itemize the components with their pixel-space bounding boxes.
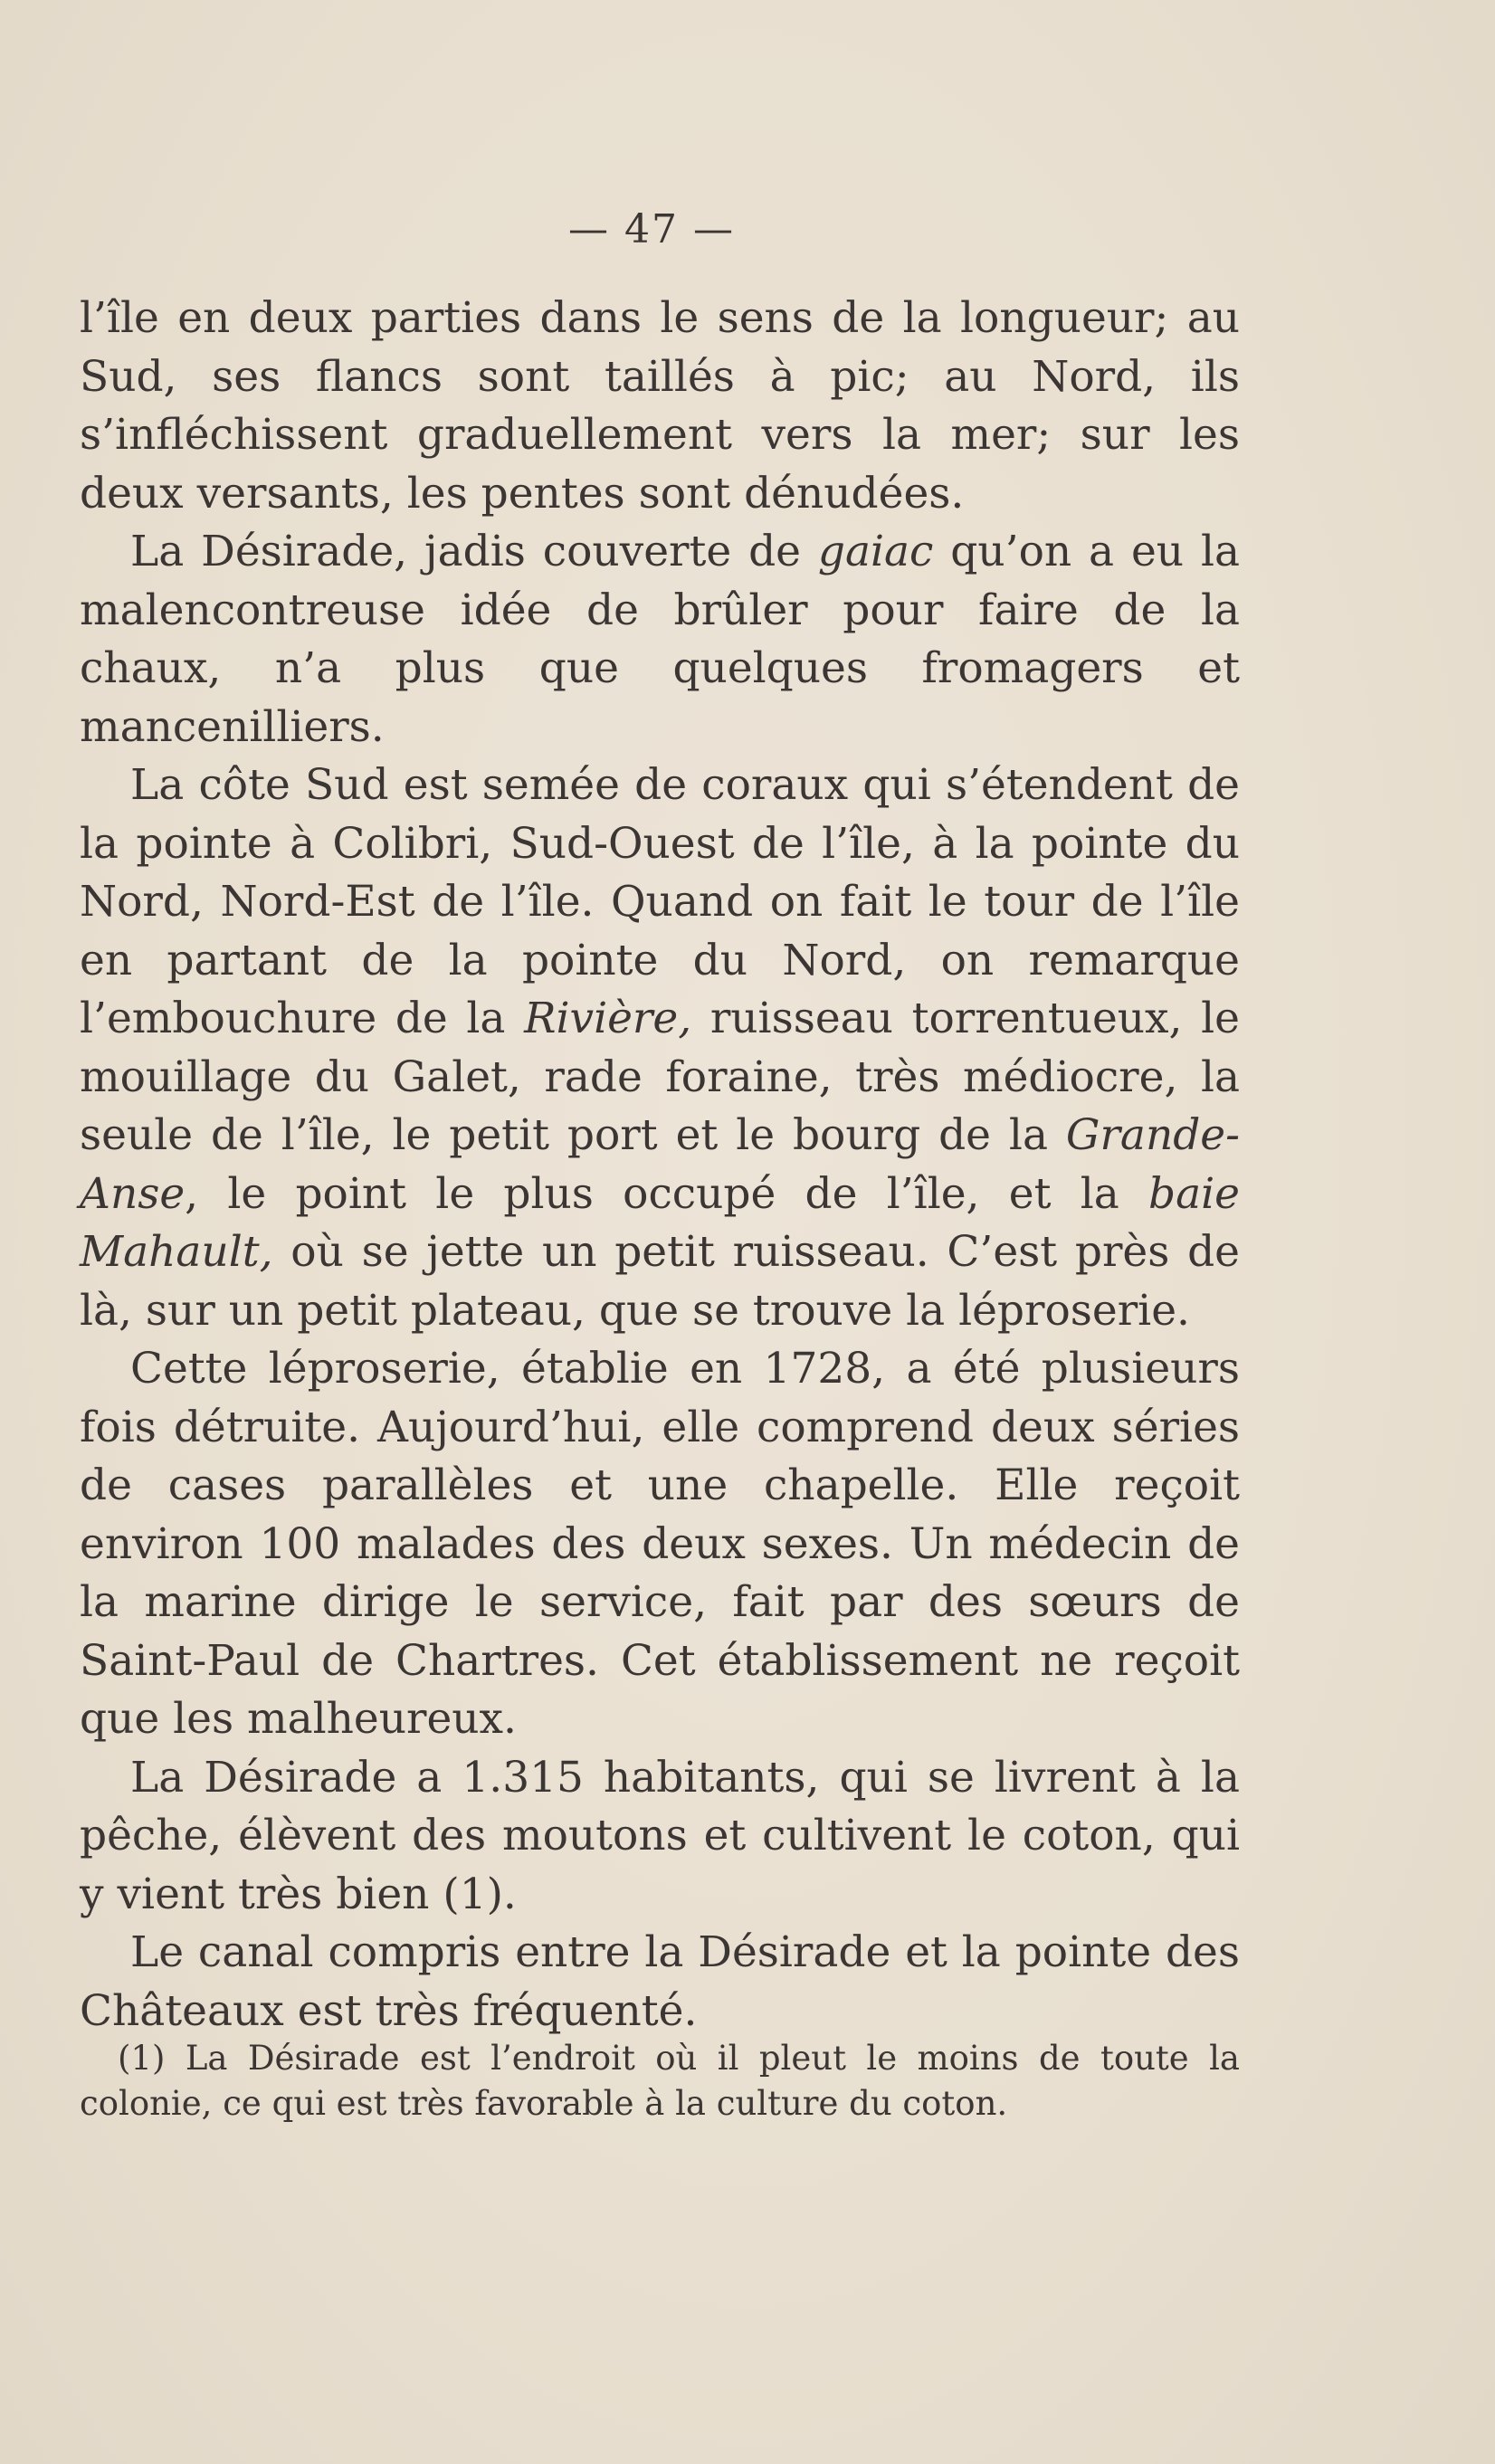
italic-term-baie-mahault: baie Mahault,	[80, 1168, 1240, 1277]
footnote: (1) La Désirade est l’endroit où il pleut le moins de toute la colonie, ce qui est très favorable à la culture du coton.	[80, 2039, 1240, 2123]
text-run: La côte Sud est semée de coraux qui s’étendent de la pointe à Colibri, Sud-Ouest de l’île, à la pointe du Nord, Nord-Est de l’île. Quand on fait le tour de l’île en partant de la pointe du Nord, on remarque l’embouchure de la	[80, 760, 1240, 1043]
italic-term-grande-anse: Grande-Anse	[80, 1110, 1240, 1219]
text-run: qu’on a eu la malencontreuse idée de brûler pour faire de la chaux, n’a plus que quelques fromagers et mancenilliers.	[80, 527, 1241, 752]
text-run: , le point le plus occupé de l’île, et la	[185, 1168, 1149, 1219]
body-text	[80, 290, 1240, 2041]
page-number: — 47 —	[568, 206, 735, 252]
paragraph-population: La Désirade a 1.315 habitants, qui se livrent à la pêche, élèvent des moutons et cultivent le coton, qui y vient très bien (1).	[80, 1752, 1240, 1919]
italic-term-gaiac: gaiac	[817, 527, 934, 576]
paragraph-leproserie: Cette léproserie, établie en 1728, a été plusieurs fois détruite. Aujourd’hui, elle comprend deux séries de cases parallèles et une chapelle. Elle reçoit environ 100 malades des deux sexes. Un médecin de la marine dirige le service, fait par des sœurs de Saint-Paul de Chartres. Cet établissement ne reçoit que les malheureux.	[80, 1344, 1240, 1744]
italic-term-riviere: Rivière,	[524, 994, 692, 1043]
paragraph-island-relief: l’île en deux parties dans le sens de la longueur; au Sud, ses flancs sont taillés à pic; au Nord, ils s’infléchissent graduellement vers la mer; sur les deux versants, les pentes sont dénudées.	[80, 293, 1240, 518]
paragraph-canal: Le canal compris entre la Désirade et la pointe des Châteaux est très fréquenté.	[80, 1927, 1240, 2036]
text-run: où se jette un petit ruisseau. C’est près de là, sur un petit plateau, que se trouve la léproserie.	[80, 1227, 1240, 1336]
paragraph-coast	[80, 756, 1240, 1340]
text-run: ruisseau torrentueux, le mouillage du Galet, rade foraine, très médiocre, la seule de l’île, le petit port et le bourg de la	[80, 994, 1240, 1160]
text-run: La Désirade, jadis couverte de	[130, 527, 818, 576]
paragraph-vegetation	[80, 523, 1240, 756]
